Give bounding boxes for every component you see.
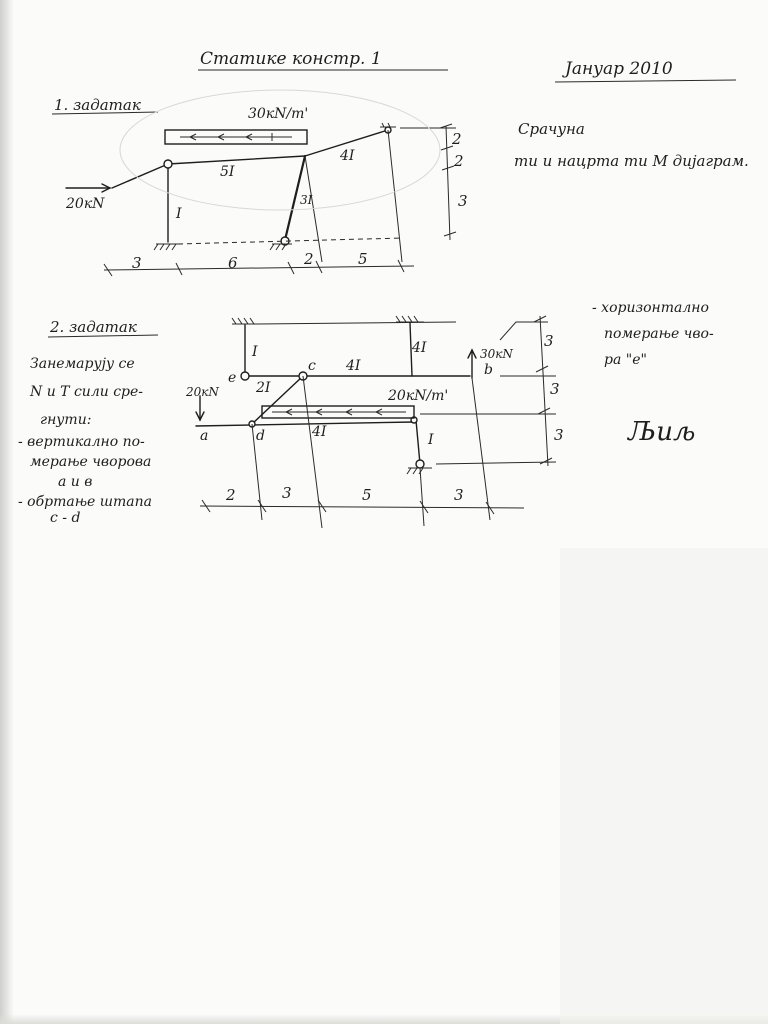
- task1-stiffness-I: I: [176, 206, 182, 222]
- task2-guide-v3: [420, 468, 424, 526]
- task2-dim-line-horizontal: [200, 506, 524, 508]
- task2-stiffness-4I-top: 4I: [412, 340, 427, 356]
- task2-bullet1-line2: мерање чворова: [30, 454, 152, 470]
- task1-hinge-left: [164, 160, 172, 168]
- task1-dim-h-3: 3: [132, 254, 142, 272]
- task2-right-note-line1: - хоризонтално: [592, 300, 709, 316]
- task2-dim-h-5: 5: [362, 486, 372, 504]
- task2-load-arrows: [272, 409, 406, 415]
- task2-label-c: c: [308, 358, 316, 374]
- task2-distributed-load-label: 20кN/m': [388, 388, 449, 404]
- scan-lower-shade: [560, 548, 768, 1024]
- task2-guide-h3: [436, 462, 556, 464]
- task1-dim-h-6: 6: [228, 254, 238, 272]
- task2-stiffness-4I-lower: 4I: [312, 424, 327, 440]
- page-title: Статике констр. 1: [200, 49, 382, 69]
- task1-instruction-line1: Срачуна: [518, 120, 585, 138]
- page-date: Јануар 2010: [565, 59, 673, 79]
- task1-load-arrows: [180, 133, 292, 141]
- task2-stiffness-2I: 2I: [256, 380, 271, 396]
- task1-pin-support: [270, 244, 292, 250]
- task2-stiffness-I-lower: I: [428, 432, 434, 448]
- page-date-underline: [555, 80, 736, 82]
- task2-beam-a-4I: [196, 422, 414, 426]
- task1-fixed-support-left: [154, 244, 182, 250]
- task2-bullet2-line2: c - d: [50, 510, 81, 526]
- task2-label-a: a: [200, 428, 209, 444]
- task2-guide-v4: [472, 378, 490, 520]
- task2-node-bottom-hinge: [416, 460, 424, 468]
- task2-label-e: e: [228, 370, 237, 386]
- task1-instruction-line2: ти и нацрта ти М дијаграм.: [514, 152, 749, 170]
- task2-pin-support-bottom: [407, 468, 432, 474]
- task1-stiffness-5I: 5I: [220, 164, 235, 180]
- task1-dim-h-2: 2: [304, 250, 314, 268]
- task2-note-line3: гнути:: [40, 412, 92, 428]
- task2-note-line2: N и T сили сре-: [30, 384, 144, 400]
- task2-point-load-left-label: 20кN: [186, 385, 219, 399]
- task2-dim-h-2: 2: [226, 486, 236, 504]
- task2-stiffness-4I-beam: 4I: [346, 358, 361, 374]
- task1-guide-v2: [388, 130, 402, 262]
- task1-dim-line-vertical: [446, 126, 450, 240]
- task1-heading: 1. задатак: [54, 96, 141, 114]
- task2-dim-h-3b: 3: [454, 486, 464, 504]
- task1-beam-left-5I: [168, 156, 305, 164]
- task2-note-line1: Занемарују се: [30, 356, 135, 372]
- task2-top-support-left: [232, 318, 258, 324]
- task1-stiffness-3I: 3I: [300, 193, 313, 207]
- task2-bullet1-line1: - вертикално по-: [18, 434, 145, 450]
- task2-label-b: b: [484, 362, 493, 378]
- task2-right-note-line2: померање чво-: [604, 326, 714, 342]
- task1-stiffness-4I: 4I: [340, 148, 355, 164]
- task2-right-note-line3: ра "e": [604, 352, 647, 368]
- task2-signature: Љиљ: [628, 417, 696, 447]
- task1-distributed-load-label: 30кN/m': [248, 106, 309, 122]
- task2-dim-h-3a: 3: [282, 484, 292, 502]
- task2-bullet1-line3: a и в: [58, 474, 93, 490]
- task2-top-support-right: [396, 316, 424, 322]
- task1-dim-v-2a: 2: [452, 130, 462, 148]
- task2-guide-v2: [303, 376, 322, 528]
- task2-dim-v-3c: 3: [554, 426, 564, 444]
- task2-column-lower-I: [416, 420, 420, 464]
- task2-dim-v-3b: 3: [550, 380, 560, 398]
- task2-heading: 2. задатак: [50, 318, 137, 336]
- task2-node-e: [241, 372, 249, 380]
- task1-guide-base: [178, 238, 402, 244]
- task1-cantilever-left: [112, 164, 168, 188]
- task2-top-guide: [258, 322, 456, 324]
- task2-point-load-right-label: 30кN: [480, 347, 513, 361]
- task1-dim-v-3: 3: [458, 192, 468, 210]
- task2-label-d: d: [256, 428, 265, 444]
- task2-dim-v-3a: 3: [544, 332, 554, 350]
- task1-dim-v-2b: 2: [454, 152, 464, 170]
- task1-point-load-label: 20кN: [66, 196, 105, 212]
- task2-bullet2-line1: - обртање штапа: [18, 494, 153, 510]
- task1-dim-h-5: 5: [358, 250, 368, 268]
- task2-stiffness-I-top: I: [252, 344, 258, 360]
